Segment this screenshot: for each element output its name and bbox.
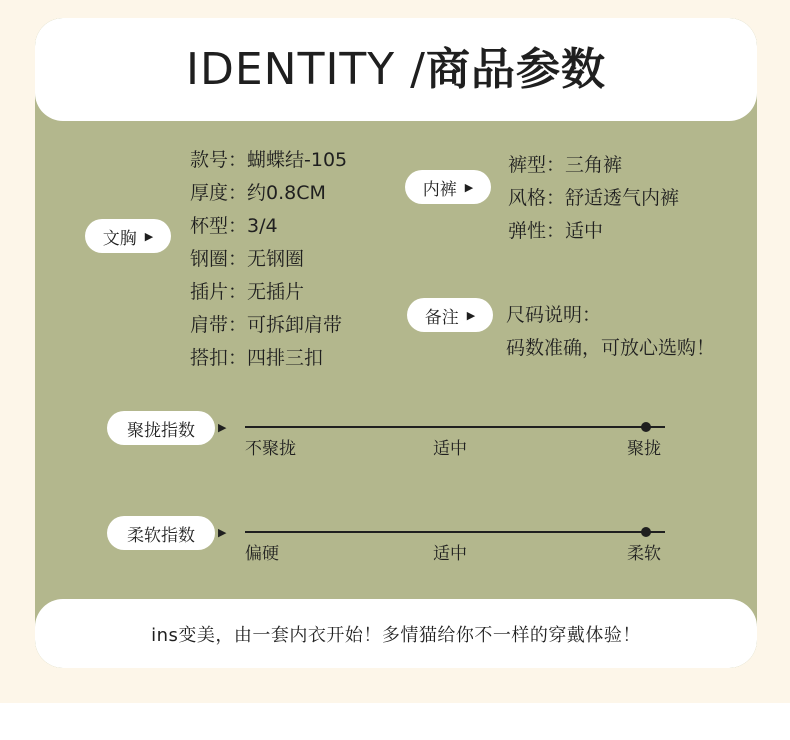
panties-label: 内裤: [422, 179, 457, 200]
push-up-scale-marker: [641, 422, 651, 432]
panties-spec-list: [508, 149, 679, 248]
push-up-scale-label: 聚拢指数: [127, 420, 195, 441]
spec-item: 杯型：3/4: [190, 215, 278, 237]
note-label-pill: [407, 298, 493, 332]
spec-item: 肩带：可拆卸肩带: [190, 314, 343, 336]
page-title: [186, 43, 606, 95]
spec-item: 风格：舒适透气内裤: [508, 187, 680, 209]
scale-tick-label: 偏硬: [245, 544, 279, 564]
header-panel: [35, 18, 757, 121]
spec-item: 厚度：约0.8CM: [190, 182, 326, 204]
scale-tick-label: 适中: [433, 544, 467, 564]
triangle-right-icon: ▶: [144, 229, 154, 243]
spec-item: 裤型：三角裤: [508, 154, 623, 176]
triangle-right-icon: ▶: [464, 180, 474, 194]
softness-scale-track: [245, 531, 665, 533]
note-line: 尺码说明：: [506, 304, 602, 326]
scale-tick-label: 柔软: [627, 544, 661, 564]
note-text: [506, 299, 715, 365]
scale-tick-label: 适中: [433, 439, 467, 459]
footer-panel: [35, 599, 757, 668]
scale-tick-label: 聚拢: [627, 439, 661, 459]
spec-item: 搭扣：四排三扣: [190, 347, 324, 369]
push-up-scale-track: [245, 426, 665, 428]
spec-item: 弹性：适中: [508, 220, 604, 242]
softness-scale-marker: [641, 527, 651, 537]
scale-tick-label: 不聚拢: [245, 439, 296, 459]
softness-scale-label: 柔软指数: [127, 525, 195, 546]
triangle-right-icon: ▶: [218, 421, 227, 434]
footer-slogan: ins变美，由一套内衣开始！多情猫给你不一样的穿戴体验！: [151, 624, 641, 646]
softness-scale-pill: [107, 516, 215, 550]
bra-label: 文胸: [102, 228, 137, 249]
spec-item: 插片：无插片: [190, 281, 305, 303]
triangle-right-icon: ▶: [218, 526, 227, 539]
spec-item: 钢圈：无钢圈: [190, 248, 305, 270]
panties-label-pill: [405, 170, 491, 204]
note-label: 备注: [424, 307, 459, 328]
spec-card: [35, 18, 757, 668]
bra-label-pill: [85, 219, 171, 253]
push-up-scale-pill: [107, 411, 215, 445]
title-zh: 商品参数: [426, 43, 606, 95]
spec-item: 款号：蝴蝶结-105: [190, 149, 348, 171]
triangle-right-icon: ▶: [466, 308, 476, 322]
bra-spec-list: [190, 144, 347, 375]
title-en: IDENTITY /: [186, 43, 426, 95]
note-line: 码数准确，可放心选购！: [506, 337, 716, 359]
